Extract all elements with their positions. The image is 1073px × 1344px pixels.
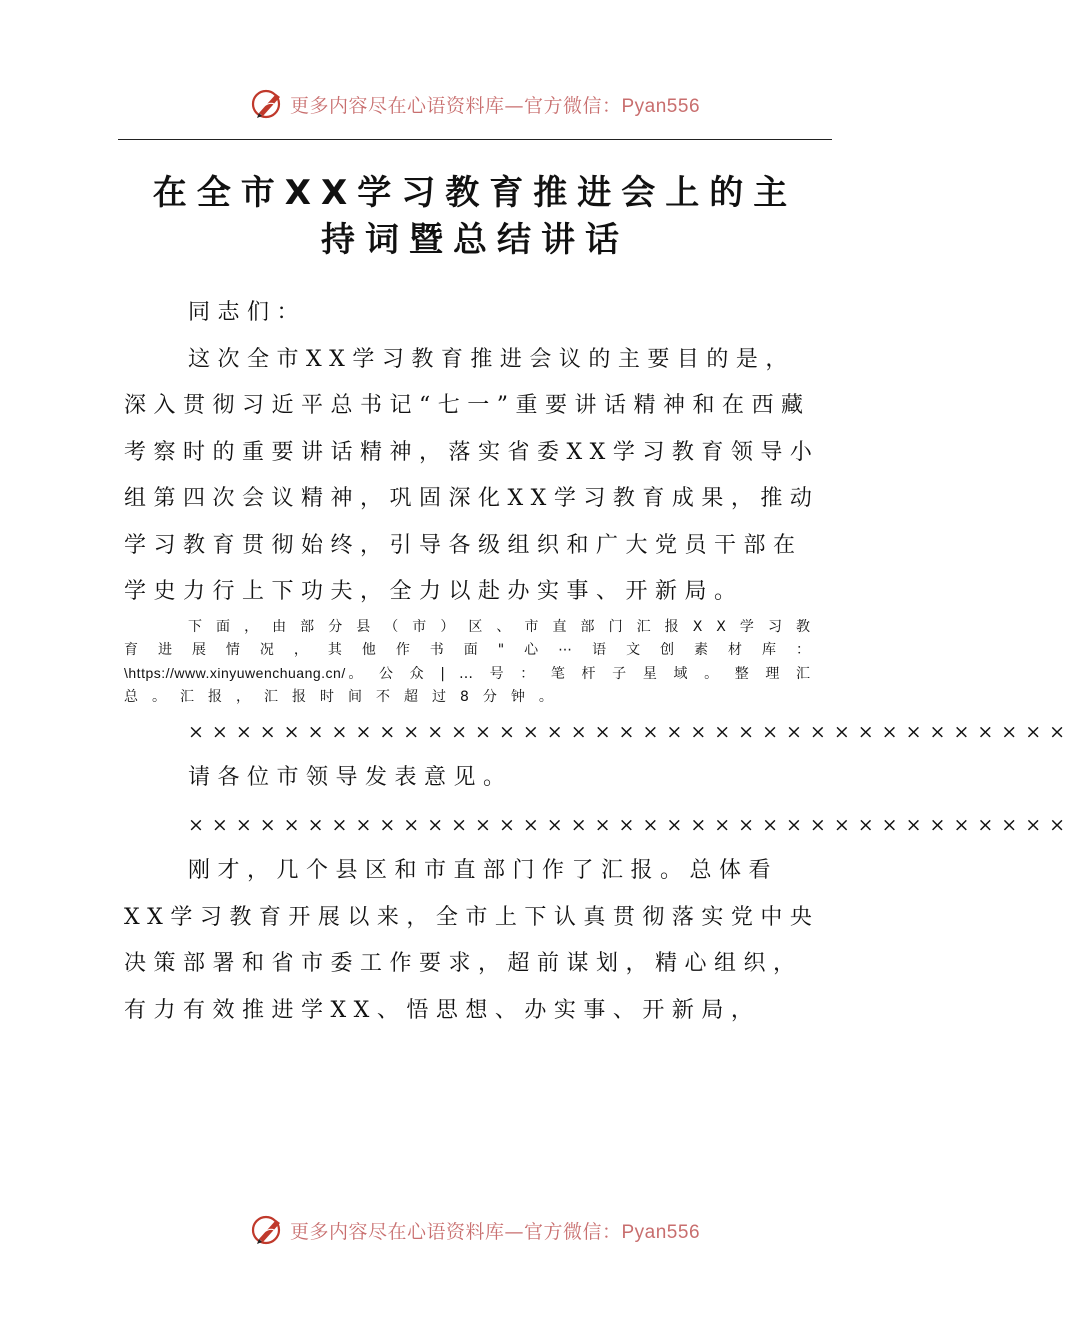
salutation: 同志们： [188,300,307,325]
pen-logo-icon [250,86,286,122]
document-body [124,290,1073,1034]
omitted-content-1: ××××××××××××××××××××××××××××××××××××× [188,720,1073,743]
title-line-2: 持词暨总结讲话 [321,220,629,260]
document-title [118,170,832,264]
request-line: 请各位市领导发表意见。 [188,765,513,790]
header-banner-text: 更多内容尽在心语资料库—官方微信：Pyan556 [289,94,701,117]
source-url: \https://www.xinyuwenchuang.cn/ [124,664,346,681]
pen-logo-icon [250,1212,286,1248]
header-banner [0,82,950,126]
footer-banner-text: 更多内容尽在心语资料库—官方微信：Pyan556 [289,1220,701,1243]
footer-banner [0,1208,950,1252]
opening-paragraph: 这次全市XX学习教育推进会议的主要目的是，深入贯彻习近平总书记“七一”重要讲话精神和在西藏考察时的重要讲话精神，落实省委XX学习教育领导小组第四次会议精神，巩固深化XX学习教育成果，推动学习教育贯彻始终，引导各级组织和广大党员干部在学史力行上下功夫，全力以赴办实事、开新局。 [124,346,820,604]
title-line-1: 在全市XX学习教育推进会上的主 [152,173,798,213]
summary-paragraph: 刚才，几个县区和市直部门作了汇报。总体看XX学习教育开展以来，全市上下认真贯彻落实党中央决策部署和省市委工作要求，超前谋划，精心组织，有力有效推进学XX、悟思想、办实事、开新局， [124,858,820,1023]
procedure-note: 下面，由部分县（市）区、市直部门汇报XX学习教育进展情况，其他作书面"心⋯语文创素材库：\https://www.xinyuwenchuang.cn/。公众|…号：笔杆子星域。整理汇总。汇报，汇报时间不超过8分钟。 [124,618,824,705]
header-divider [118,139,832,140]
omitted-content-2: ××××××××××××××××××××××××××××××××××××× [188,813,1073,836]
